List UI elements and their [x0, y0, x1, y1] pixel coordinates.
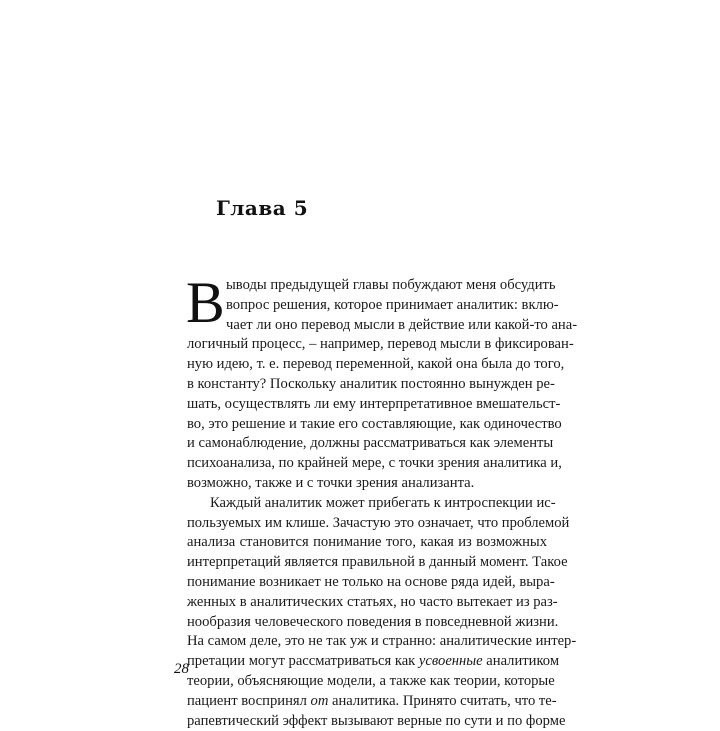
- text-line: шать, осуществлять ли ему интерпретативное вмешательст-: [187, 395, 561, 412]
- text-line: [187, 652, 560, 672]
- text-line: Каждый аналитик может прибегать к интроспекции ис-: [210, 494, 556, 511]
- emphasis-text: усвоенные: [418, 653, 483, 670]
- text-line: [187, 692, 557, 712]
- page-number: 28: [174, 661, 189, 677]
- text-line: в константу? Поскольку аналитик постоянно вынужден ре-: [187, 375, 555, 392]
- text-line: психоанализа, по крайней мере, с точки зрения аналитика и,: [187, 455, 562, 472]
- text-line: женных в аналитических статьях, но часто вытекает из раз-: [187, 593, 558, 610]
- text-line: нообразия человеческого поведения в повседневной жизни.: [187, 613, 559, 630]
- text-line: вопрос решения, которое принимает аналитик: вклю-: [226, 296, 559, 313]
- text-segment: аналитиком: [482, 653, 560, 670]
- text-line: понимание возникает не только на основе ряда идей, выра-: [187, 573, 555, 590]
- text-line: во, это решение и такие его составляющие, как одиночество: [187, 415, 562, 432]
- text-line: возможно, также и с точки зрения анализанта.: [187, 474, 475, 491]
- text-line: пользуемых им клише. Зачастую это означает, что проблемой: [187, 514, 570, 531]
- text-line: и самонаблюдение, должны рассматриваться как элементы: [187, 435, 554, 452]
- text-line: На самом деле, это не так уж и странно: аналитические интер-: [187, 633, 577, 650]
- chapter-title: Глава 5: [216, 196, 309, 220]
- text-line: теории, объясняющие модели, а также как теории, которые: [187, 672, 555, 689]
- text-segment: пациент воспринял: [187, 692, 311, 709]
- text-line: ную идею, т. е. перевод переменной, какой она была до того,: [187, 356, 565, 373]
- body-text: [186, 270, 578, 731]
- text-segment: аналитика. Принято считать, что те-: [328, 692, 557, 709]
- text-line: чает ли оно перевод мысли в действие или какой-то ана-: [226, 316, 578, 333]
- text-line: анализа становится понимание того, какая из возможных: [187, 534, 547, 551]
- text-line: ыводы предыдущей главы побуждают меня обсудить: [226, 277, 556, 293]
- text-line: логичный процесс, – например, перевод мысли в фиксирован-: [187, 336, 574, 353]
- emphasis-text: от: [310, 692, 329, 709]
- drop-cap: В: [186, 270, 225, 335]
- text-line: интерпретаций является правильной в данный момент. Такое: [187, 554, 568, 571]
- text-line: рапевтический эффект вызывают верные по сути и по форме: [187, 712, 566, 729]
- text-segment: претации могут рассматриваться как: [187, 653, 419, 670]
